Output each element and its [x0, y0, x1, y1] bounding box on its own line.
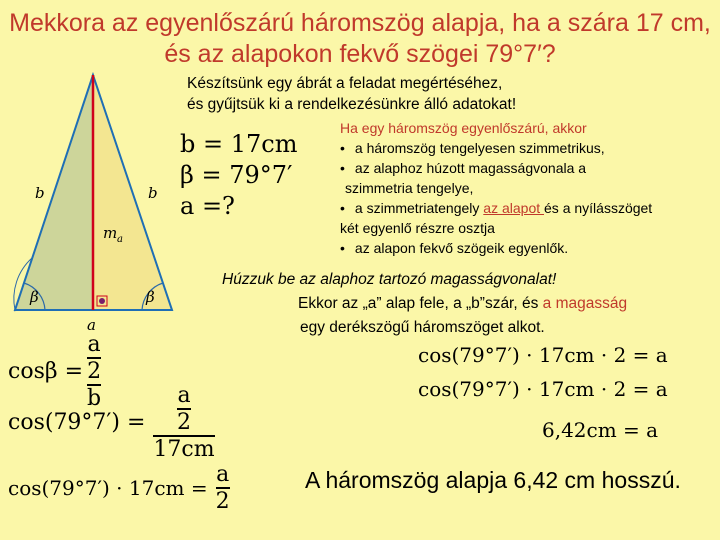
eq-half-a-2 — [177, 383, 191, 435]
label-b-left: b — [35, 184, 45, 202]
intro-line-2: és gyűjtsük ki a rendelkezésünkre álló adatokat! — [187, 96, 517, 113]
eq-half-a — [87, 332, 101, 384]
note-line-2-text: Ekkor az „a” alap fele, a „b”szár, és — [298, 295, 543, 312]
label-angle-right: β — [146, 288, 155, 306]
property-item-3-cont: két egyenlő részre osztja — [340, 220, 495, 236]
eq-seventeen: 17cm — [153, 437, 215, 462]
eq-cos-times-fraction — [216, 462, 230, 514]
eq-two-3: 2 — [215, 489, 230, 514]
label-b-right: b — [148, 184, 158, 202]
isosceles-triangle-figure — [0, 70, 190, 335]
properties-heading: Ha egy háromszög egyenlőszárú, akkor — [340, 120, 587, 136]
intro-text — [187, 73, 516, 115]
note-line-2 — [298, 294, 627, 314]
property-item-2: • az alaphoz húzott magasságvonala a — [340, 158, 718, 178]
eq-cos-beta-lhs: cosβ = — [8, 359, 84, 384]
label-height: m — [103, 224, 118, 242]
property-item-2-cont: szimmetria tengelye, — [345, 180, 474, 196]
page-title — [0, 8, 720, 70]
label-height-subscript: a — [117, 234, 123, 245]
eq-a-2: a — [177, 383, 191, 408]
eq-cos-value — [8, 383, 215, 462]
eq-right-2: cos(79°7′) · 17cm · 2 = a — [418, 377, 668, 401]
eq-a-3: a — [216, 462, 230, 487]
eq-right-1: cos(79°7′) · 17cm · 2 = a — [418, 343, 668, 367]
eq-cos-value-lhs: cos(79°7′) = — [8, 410, 146, 435]
eq-two-2: 2 — [177, 410, 192, 435]
property-item-4: • az alapon fekvő szögeik egyenlők. — [340, 238, 718, 258]
eq-cos-times-lhs: cos(79°7′) · 17cm = — [8, 476, 208, 500]
conclusion: A háromszög alapja 6,42 cm hosszú. — [305, 467, 681, 493]
eq-a: a — [87, 332, 101, 357]
properties-box — [340, 118, 718, 258]
property-item-3-post: és a nyílásszöget — [544, 200, 653, 216]
eq-cos-value-fraction — [153, 383, 214, 462]
property-item-3 — [340, 198, 718, 218]
eq-right-3: 6,42cm = a — [542, 418, 659, 442]
note-line-2-red: a magasság — [542, 295, 628, 312]
property-item-1: • a háromszög tengelyesen szimmetrikus, — [340, 138, 718, 158]
note-line-1: Húzzuk be az alaphoz tartozó magasságvonalat! — [222, 271, 557, 288]
title-line-1: Mekkora az egyenlőszárú háromszög alapja, ha a szára 17 cm, — [9, 9, 711, 37]
intro-line-1: Készítsünk egy ábrát a feladat megértéséhez, — [187, 75, 503, 92]
eq-two: 2 — [87, 359, 102, 384]
right-angle-dot — [99, 298, 105, 304]
eq-b: b — [87, 386, 102, 411]
eq-cos-times — [8, 462, 230, 514]
property-item-3-underlined: az alapot — [483, 200, 545, 216]
given-b: b = 17cm — [180, 130, 298, 158]
title-line-2: és az alapokon fekvő szögei 79°7′? — [164, 40, 556, 68]
label-angle-left: β — [30, 288, 39, 306]
given-beta: β = 79°7′ — [180, 161, 293, 189]
note-line-3: egy derékszögű háromszöget alkot. — [300, 319, 545, 336]
label-base: a — [87, 316, 96, 334]
given-a: a =? — [180, 192, 235, 220]
property-item-3-pre: a szimmetriatengely — [354, 200, 484, 216]
given-data — [180, 129, 297, 222]
